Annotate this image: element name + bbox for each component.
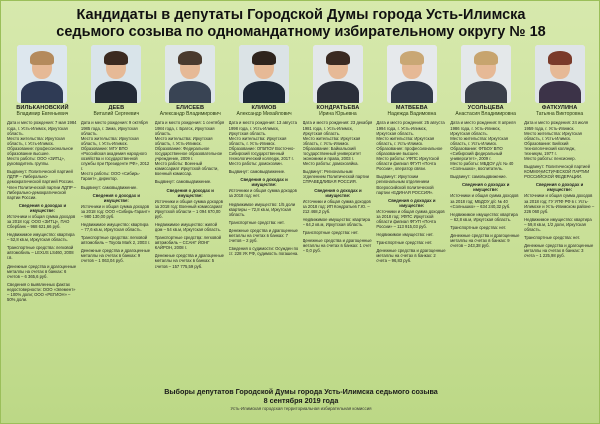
candidate-property: Недвижимое имущество: квартира – 64,2 кв.м, Иркутская область. [302,216,371,227]
candidate-surname: КОНДРАТЬЕВА [316,105,360,111]
candidate-extra: Сведения о выявленных фактах недостоверности: ООО «Элемент» – 100% доли; ООО «РЕГИОН» – 50% доли. [7,281,76,303]
candidate-education: Образование: профессиональное образование высшее. [376,145,443,156]
candidate-work: Место работы: домохозяйка. [302,161,359,167]
candidate-surname: КЛИМОВ [251,105,277,111]
photo-hair [104,51,128,65]
candidate-patronymic: Владимир Евгеньевич [16,111,69,118]
candidate-nominated: Выдвинут: самовыдвижение. [450,174,507,180]
candidate-column [524,45,595,380]
candidate-transport: Транспортные средства: нет. [524,235,581,241]
candidate-surname: МАТВЕЕВА [395,105,428,111]
candidate-transport: Транспортные средства: легковой автомобиль – Toyota Mark 2, 2003 г. [80,235,151,246]
candidate-photo [387,45,437,103]
candidate-property: Недвижимое имущество: жилой дом – 54 кв.м, Иркутская область. [154,221,221,232]
candidate-deposits: Денежные средства и драгоценные металлы на счетах в банках: 9 счетов – 243,38 руб. [450,233,520,249]
candidate-education: Образование: Байкальский государственный университет экономики и права, 2003 г. [302,145,362,162]
candidate-income: Источники и общая сумма доходов за 2018 год: ИП Кондратьев Г.Ю. – 212 468,2 руб. [302,198,371,214]
candidate-education: Образование: Бийский технологический колледж, техникум, 1977 г. [524,140,576,156]
title-line-2: седьмого созыва по одномандатному избирательному округу № 18 [56,24,546,40]
candidate-column [229,45,300,380]
candidate-transport: Транспортные средства: нет. [228,219,285,225]
candidate-surname: УСОЛЬЦЕВА [467,105,504,111]
candidate-photo [461,45,511,103]
candidate-photo [165,45,215,103]
candidate-residence: Место жительства: Иркутская область, г. Усть-Илимск. [524,130,582,141]
candidate-work: Место работы: ООО «Сибирь-Гарант», директор. [80,171,141,182]
candidate-deposits: Денежные средства и драгоценные металлы на счетах в банках: 7 счетов – 2 руб. [228,227,298,244]
photo-body [391,81,433,103]
candidate-patronymic: Надежда Вадимовна [387,111,437,118]
photo-hair [178,51,202,65]
income-heading: Сведения о доходах и имуществе: [240,177,288,188]
income-heading: Сведения о доходах и имуществе: [18,202,67,213]
candidate-photo [91,45,141,103]
photo-hair [30,51,54,65]
candidate-extra: Сведения о судимости: Осужден по ст. 228 УК РФ, судимость погашена. [228,246,299,257]
title-line-1: Кандидаты в депутаты Городской Думы города Усть-Илимска [76,7,526,23]
candidate-column [155,45,226,380]
photo-body [95,81,137,103]
photo-hair [252,51,276,65]
candidate-surname: ЕЛИСЕЕВ [176,105,205,111]
candidate-surname: ФАТКУЛИНА [541,105,578,111]
candidate-work: Место работы: УФПС Иркутской области филиал ФГУП «Почта России», оператор связи. [376,156,439,172]
candidate-nominated: Выдвинут: самовыдвижение. [80,184,138,190]
candidate-property: Недвижимое имущество: 1/5 доли квартиры – 72,8 кв.м, Иркутская область. [228,201,296,217]
candidate-birth: Дата и место рождения: 9 октября 1985 года, г. Зима, Иркутская область. [80,120,148,136]
candidate-patronymic: Александр Михайлович [236,111,292,118]
candidate-income: Источники и общая сумма доходов за 2018 год: ООО «Сибирь-Гарант» – 980 130,00 руб. [80,203,151,219]
candidate-income: Источники и общая сумма доходов за 2018 год: Военный комиссариат Иркутской области – 1 094 670,00 руб. [154,198,223,219]
candidate-deposits: Денежные средства и драгоценные металлы на счетах в банках: 9 счетов – 1 063,04 руб. [80,248,151,264]
candidate-work: Место работы: пенсионер. [524,156,576,162]
candidate-deposits: Денежные средства и драгоценные металлы на счетах в банках: 2 счета – 96,83 руб. [376,248,446,264]
candidate-nominated: Выдвинут: Политической партией ЛДПР – Либерально-демократической партией России. Член Политической партии ЛДПР – Либерально-демократической партии России. [7,169,77,200]
candidate-nominated: Выдвинут: Иркутским региональным отделением Всероссийской политической партии «ЕДИНАЯ РОССИЯ». [376,174,434,195]
candidate-info [524,120,595,261]
candidate-income: Источники и общая сумма доходов за 2018 год: ГУ УПФ РФ в г. Усть-Илимске и Усть-Илимском районе – 226 060 руб. [524,193,595,214]
candidate-patronymic: Виталий Сергеевич [93,111,140,118]
candidate-info [7,120,78,302]
candidate-property: Недвижимое имущество: квартира – 62,8 кв.м, Иркутская область. [450,211,518,222]
candidate-residence: Место жительства: Иркутская область, г. Усть-Илимск. [302,135,361,146]
photo-hair [326,51,350,65]
poster-footer [1,387,600,405]
candidate-work: Место работы: Военный комиссариат Иркутской области, военный комиссар. [154,161,219,177]
candidate-education: Образование: МГУ ВПО «Российская академия народного хозяйства и государственной службы при Президенте РФ», 2012 г. [80,145,150,172]
income-heading: Сведения о доходах и имуществе: [314,187,362,198]
income-heading: Сведения о доходах и имуществе: [535,182,584,193]
candidate-patronymic: Александр Владимирович [159,111,221,118]
footer-commission: Усть-Илимская городская территориальная избирательная комиссия [230,406,372,411]
photo-hair [474,51,498,65]
candidate-info [376,120,447,266]
candidate-residence: Место жительства: Иркутская область, г. Усть-Илимск. [376,135,435,146]
candidate-photo [239,45,289,103]
candidate-property: Недвижимое имущество: квартира – 52,8 кв.м, Иркутская область. [7,232,75,243]
candidate-birth: Дата и место рождения: 8 апреля 1986 года, г. Усть-Илимск, Иркутская область. [450,120,516,136]
candidate-birth: Дата и место рождения: 23 декабря 1981 года, г. Усть-Илимск, Иркутская область. [302,120,373,136]
candidate-nominated: Выдвинут: Региональным отделением Политической партии СПРАВЕДЛИВАЯ РОССИЯ. [302,169,369,185]
candidate-deposits: Денежные средства и драгоценные металлы на счетах в банках: 1 счет – 0,0 руб. [302,238,372,254]
income-heading: Сведения о доходах и имуществе: [92,192,140,203]
candidate-nominated: Выдвинут: Политической партией КОММУНИСТИЧЕСКОЙ ПАРТИИ РОССИЙСКОЙ ФЕДЕРАЦИИ. [524,164,590,180]
candidate-income: Источники и общая сумма доходов за 2018 год: нет. [228,188,297,199]
candidate-surname: ДЕЕВ [108,105,125,111]
candidate-info [81,120,152,266]
candidate-patronymic: Ирина Юрьевна [319,111,357,118]
candidate-birth: Дата и место рождения: 7 мая 1984 года, г. Усть-Илимск, Иркутская область. [7,120,77,136]
candidate-income: Источники и общая сумма доходов за 2018 год: МБДОУ д/с № 40 «Солнышко» – 634 240,32 руб. [450,193,519,209]
candidate-work: Место работы: домохозяин. [228,161,283,167]
candidate-transport: Транспортные средства: легковой автомобиль – LEXUS LS460, 2008 г.в. [7,245,74,261]
candidate-transport: Транспортные средства: нет. [450,224,507,230]
candidate-nominated: Выдвинут: самовыдвижение. [154,179,212,185]
candidate-patronymic: Анастасия Владимировна [455,111,516,118]
candidate-income: Источники и общая сумма доходов за 2018 год: УФПС Иркутской области филиал ФГУП «Почта России» – 113 915,03 руб. [376,208,445,229]
candidate-column [7,45,78,380]
photo-hair [400,51,424,65]
photo-body [243,81,285,103]
photo-body [21,81,63,103]
candidate-education: Образование: Федеральное государственное образовательное учреждение, 2009 г. [154,145,223,162]
candidate-residence: Место жительства: Иркутская область, г. Усть-Илимск. [450,135,509,146]
candidate-work: Место работы: ООО «ЗИТЦ», руководитель группы. [7,156,65,167]
candidate-residence: Место жительства: Иркутская область, г. Усть-Илимск. [80,135,139,146]
poster-title [1,7,600,41]
candidate-info [229,120,300,256]
photo-hair [548,51,572,65]
footer-line-2: 8 сентября 2019 года [263,396,339,405]
candidate-birth: Дата и место рождения: 13 августа 1998 года, г. Усть-Илимск, Иркутская область. [228,120,297,136]
candidate-patronymic: Татьяна Викторовна [535,111,584,118]
candidate-property: Недвижимое имущество: нет. [376,232,434,238]
candidate-photo [17,45,67,103]
candidate-work: Место работы: МБДОУ д/с № 40 «Солнышко», воспитатель. [450,161,514,172]
income-heading: Сведения о доходах и имуществе: [461,182,510,193]
candidate-education: Образование: ОГБПОУ Восточно-Сибирский государственный технологический колледж, 2017 г. [228,145,295,162]
candidate-deposits: Денежные средства и драгоценные металлы на счетах в банках: 5 счетов – 157 775,59 руб. [154,253,224,269]
candidate-deposits: Денежные средства и драгоценные металлы на счетах в банках: 3 счета – 1 225,98 руб. [524,243,594,259]
candidate-residence: Место жительства: Иркутская область, г. Усть-Илимск. [154,135,213,146]
income-heading: Сведения о доходах и имуществе: [388,197,436,208]
candidate-transport: Транспортные средства: нет. [302,230,359,235]
income-heading: Сведения о доходах и имуществе: [166,187,214,198]
photo-body [317,81,359,103]
candidate-residence: Место жительства: Иркутская область, г. Усть-Илимск. [228,135,287,146]
footer-line-1: Выборы депутатов Городской Думы города Усть-Илимска седьмого созыва [164,387,438,396]
candidate-property: Недвижимое имущество: квартира – 59,8 кв.м, 1/2 доли, Иркутская область. [524,216,592,232]
candidate-birth: Дата и место рождения: 1 сентября 1984 года, г. Братск, Иркутская область. [154,120,225,136]
candidates-grid [7,45,595,380]
photo-body [169,81,211,103]
candidate-residence: Место жительства: Иркутская область, г. Усть-Илимск. [7,135,65,146]
photo-body [465,81,507,103]
candidate-photo [535,45,585,103]
candidate-income: Источники и общая сумма доходов за 2018 год: ООО «ЗИТЦ», ПАО Сбербанк – 968 621,66 руб. [7,213,76,229]
candidate-birth: Дата и место рождения: 25 августа 1994 года, г. Усть-Илимск, Иркутская область. [376,120,445,136]
candidate-property: Недвижимое имущество: квартира – 77,6 кв.м, Иркутская область. [80,221,149,232]
candidate-info [303,120,374,256]
candidate-column [81,45,152,380]
candidate-transport: Транспортные средства: нет. [376,240,433,246]
candidate-nominated: Выдвинут: самовыдвижение. [228,169,286,175]
candidate-column [303,45,374,380]
candidate-info [450,120,521,251]
candidate-info [155,120,226,271]
candidate-surname: ВИЛЬКАНОВСКИЙ [16,105,69,111]
photo-body [539,81,581,103]
candidate-birth: Дата и место рождения: 24 июля 1959 года, г. Усть-Илимск. [524,120,589,131]
candidate-column [376,45,447,380]
candidate-education: Образование: ФГБОУ ВПО «Сибирский федеральный университет», 2009 г. [450,145,503,162]
candidate-photo [313,45,363,103]
candidate-education: Образование: профессиональное образование высшее. [7,145,74,156]
candidate-column [450,45,521,380]
candidate-deposits: Денежные средства и драгоценные металлы на счетах в банках: 6 счетов – 6 365,6 руб. [7,263,77,279]
candidate-transport: Транспортные средства: легковой автомобиль – ССАНГ ЙОНГ КАЙРОН, 2008 г. [154,235,222,251]
